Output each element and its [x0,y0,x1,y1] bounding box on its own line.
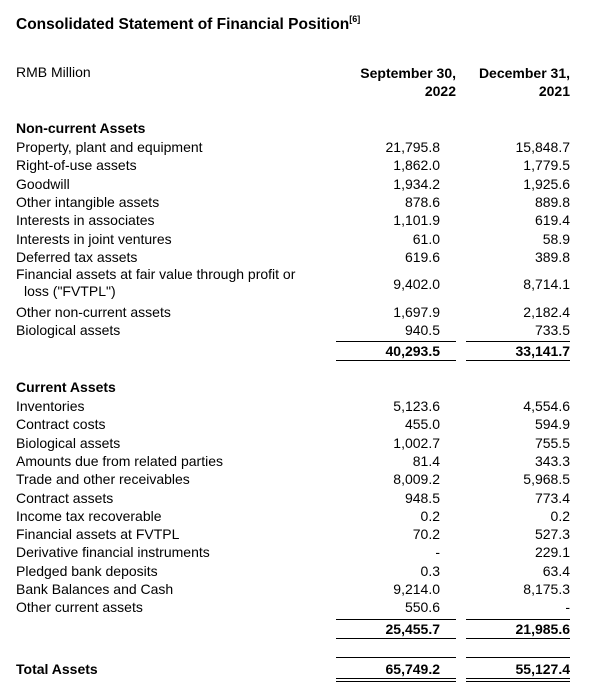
row-label: Other intangible assets [16,193,160,210]
total-assets-double-underline-2 [466,678,570,682]
table-row [16,543,576,561]
row-value-sep-2022: - [435,544,440,561]
row-label: Other current assets [16,599,143,616]
row-value-sep-2022: 9,402.0 [393,276,440,293]
noncurrent-total-row [16,342,576,360]
column-header-sep-2022: September 30, 2022 [360,65,456,99]
noncurrent-heading: Non-current Assets [16,120,146,136]
row-value-dec-2021: 619.4 [534,212,570,229]
row-value-dec-2021: 5,968.5 [523,471,570,488]
row-value-dec-2021: 1,925.6 [523,175,570,192]
row-label: Other non-current assets [16,303,171,320]
row-label: Interests in joint ventures [16,230,172,247]
row-value-sep-2022: 1,934.2 [393,175,440,192]
row-label: Financial assets at fair value through profit or loss ("FVTPL") [16,266,296,300]
total-assets-label: Total Assets [16,661,98,677]
table-row [16,580,576,598]
total-assets-dec-2021: 55,127.4 [515,661,570,677]
row-label: Goodwill [16,175,70,192]
table-row [16,452,576,470]
row-value-sep-2022: 1,697.9 [393,303,440,320]
row-value-dec-2021: 15,848.7 [515,139,570,155]
row-value-dec-2021: 1,779.5 [523,157,570,174]
row-label: Contract assets [16,489,114,506]
statement-title: Consolidated Statement of Financial Position[6] [16,14,361,33]
current-total-dec-2021: 21,985.6 [515,621,570,637]
row-value-dec-2021: 733.5 [534,321,570,338]
row-label: Biological assets [16,321,121,338]
row-value-sep-2022: 8,009.2 [393,471,440,488]
row-value-dec-2021: 4,554.6 [523,398,570,414]
current-underline-1 [336,638,456,639]
table-row [16,434,576,452]
title-footnote: [6] [349,14,361,24]
column-header-dec-2021: December 31, 2021 [478,65,570,99]
row-value-sep-2022: 550.6 [404,599,440,616]
row-value-dec-2021: 2,182.4 [523,303,570,320]
row-value-dec-2021: 527.3 [534,526,570,543]
table-row [16,562,576,580]
row-value-sep-2022: 619.6 [404,248,440,265]
row-value-sep-2022: 5,123.6 [393,398,440,414]
row-value-sep-2022: 21,795.8 [385,139,440,155]
row-value-sep-2022: 940.5 [404,321,440,338]
noncurrent-total-dec-2021: 33,141.7 [515,343,570,359]
row-label: Deferred tax assets [16,248,138,265]
row-label: Bank Balances and Cash [16,581,174,597]
row-label: Amounts due from related parties [16,452,223,469]
table-row [16,211,576,229]
row-label: Interests in associates [16,212,155,229]
row-value-sep-2022: 81.4 [412,452,440,469]
row-value-dec-2021: - [565,599,570,616]
table-row [16,415,576,433]
table-row [16,230,576,248]
row-value-dec-2021: 343.3 [534,452,570,469]
row-value-sep-2022: 948.5 [404,489,440,506]
unit-label: RMB Million [16,64,91,80]
row-value-dec-2021: 58.9 [542,230,570,247]
row-value-dec-2021: 63.4 [542,562,570,579]
noncurrent-total-sep-2022: 40,293.5 [385,343,440,359]
table-row [16,175,576,193]
row-value-dec-2021: 0.2 [550,507,570,524]
row-value-dec-2021: 229.1 [534,544,570,561]
row-value-sep-2022: 0.2 [420,507,440,524]
row-value-dec-2021: 389.8 [534,248,570,265]
table-row [16,470,576,488]
current-heading: Current Assets [16,379,116,395]
row-value-sep-2022: 1,002.7 [393,434,440,451]
row-value-sep-2022: 878.6 [404,193,440,210]
row-value-dec-2021: 8,714.1 [523,276,570,293]
row-label: Inventories [16,398,85,414]
row-value-dec-2021: 8,175.3 [523,581,570,597]
current-underline-2 [466,638,570,639]
table-row [16,266,576,302]
table-row [16,321,576,339]
noncurrent-underline-2 [466,360,570,361]
row-value-dec-2021: 889.8 [534,193,570,210]
row-label: Financial assets at FVTPL [16,526,180,543]
row-label: Trade and other receivables [16,471,190,488]
noncurrent-underline-1 [336,360,456,361]
row-value-sep-2022: 455.0 [404,416,440,433]
table-row [16,193,576,211]
total-assets-sep-2022: 65,749.2 [385,661,440,677]
row-label: Derivative financial instruments [16,544,210,561]
row-label: Biological assets [16,434,121,451]
row-value-dec-2021: 755.5 [534,434,570,451]
row-label: Property, plant and equipment [16,139,203,155]
row-value-dec-2021: 773.4 [534,489,570,506]
row-label: Income tax recoverable [16,507,162,524]
table-row [16,248,576,266]
table-row [16,156,576,174]
row-value-sep-2022: 1,862.0 [393,157,440,174]
row-value-sep-2022: 1,101.9 [393,212,440,229]
row-value-sep-2022: 9,214.0 [393,581,440,597]
row-value-sep-2022: 70.2 [412,526,440,543]
table-row [16,507,576,525]
table-row [16,598,576,616]
table-row [16,138,576,156]
row-label: Right-of-use assets [16,157,137,174]
table-row [16,525,576,543]
current-total-sep-2022: 25,455.7 [385,621,440,637]
table-row [16,397,576,415]
row-label: Contract costs [16,416,106,433]
total-assets-overline-1 [336,657,456,658]
total-assets-overline-2 [466,657,570,658]
row-label: Pledged bank deposits [16,562,158,579]
row-value-sep-2022: 0.3 [420,562,440,579]
row-value-dec-2021: 594.9 [534,416,570,433]
total-assets-double-underline-1 [336,678,456,682]
total-assets-row [16,660,576,678]
current-total-row [16,620,576,638]
row-value-sep-2022: 61.0 [412,230,440,247]
table-row [16,489,576,507]
table-row [16,303,576,321]
